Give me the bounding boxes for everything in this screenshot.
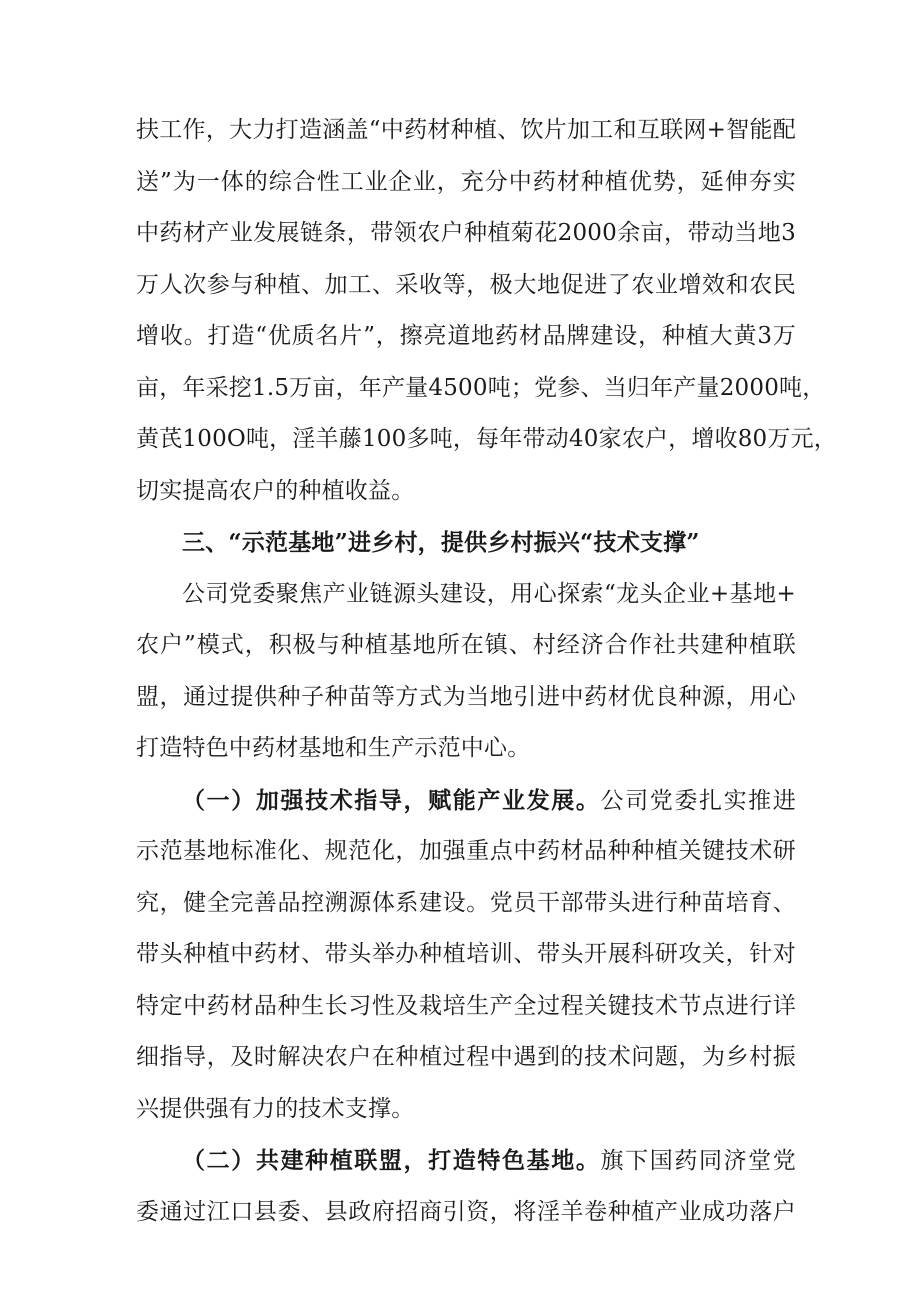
section-heading: 三、“示范基地”进乡村，提供乡村振兴“技术支撑” xyxy=(182,529,700,556)
paragraph-line: 农户”模式，积极与种植基地所在镇、村经济合作社共建种植联 xyxy=(136,632,796,658)
paragraph-line: 示范基地标准化、规范化，加强重点中药材品种种植关键技术研 xyxy=(136,838,796,864)
paragraph-line: 打造特色中药材基地和生产示范中心。 xyxy=(136,735,531,761)
document-body xyxy=(136,105,837,1238)
paragraph-line: 特定中药材品种生长习性及栽培生产全过程关键技术节点进行详 xyxy=(136,992,796,1019)
paragraph-line xyxy=(136,1135,796,1187)
paragraph-line: 究，健全完善品控溯源体系建设。党员干部带头进行种苗培育、 xyxy=(136,889,796,916)
paragraph-line: 中药材产业发展链条，带领农户种植菊花2000余亩，带动当地3 xyxy=(136,220,796,246)
paragraph-line: 盟，通过提供种子种苗等方式为当地引进中药材优良种源，用心 xyxy=(136,683,796,710)
paragraph-line xyxy=(136,775,796,827)
paragraph-line: 兴提供强有力的技术支撑。 xyxy=(136,1095,415,1122)
paragraph-text: 旗下国药同济堂党 xyxy=(600,1148,796,1174)
subsection-heading: （一）加强技术指导，赋能产业发展。 xyxy=(182,786,601,814)
paragraph-line: 切实提高农户的种植收益。 xyxy=(136,477,415,504)
paragraph-line: 委通过江口县委、县政府招商引资，将淫羊卷种植产业成功落户 xyxy=(136,1198,796,1225)
paragraph-line: 增收。打造“优质名片”，擦亮道地药材品牌建设，种植大黄3万 xyxy=(136,323,796,349)
paragraph-line: 黄芪100O吨，淫羊藤100多吨，每年带动40家农户，增收80万元， xyxy=(136,426,837,452)
paragraph-line: 公司党委聚焦产业链源头建设，用心探索“龙头企业+基地+ xyxy=(182,580,796,607)
paragraph-line: 万人次参与种植、加工、采收等，极大地促进了农业增效和农民 xyxy=(136,271,796,298)
paragraph-text: 公司党委扎实推进 xyxy=(600,787,796,814)
paragraph-line: 细指导，及时解决农户在种植过程中遇到的技术问题，为乡村振 xyxy=(136,1044,796,1070)
paragraph-line: 亩，年采挖1.5万亩，年产量4500吨；党参、当归年产量2000吨， xyxy=(136,374,826,401)
paragraph-line: 送”为一体的综合性工业企业，充分中药材种植优势，延伸夯实 xyxy=(136,168,796,195)
paragraph-line: 带头种植中药材、带头举办种植培训、带头开展科研攻关，针对 xyxy=(136,941,796,967)
subsection-heading: （二）共建种植联盟，打造特色基地。 xyxy=(182,1147,601,1174)
paragraph-line: 扶工作，大力打造涵盖“中药材种植、饮片加工和互联网+智能配 xyxy=(136,117,796,143)
